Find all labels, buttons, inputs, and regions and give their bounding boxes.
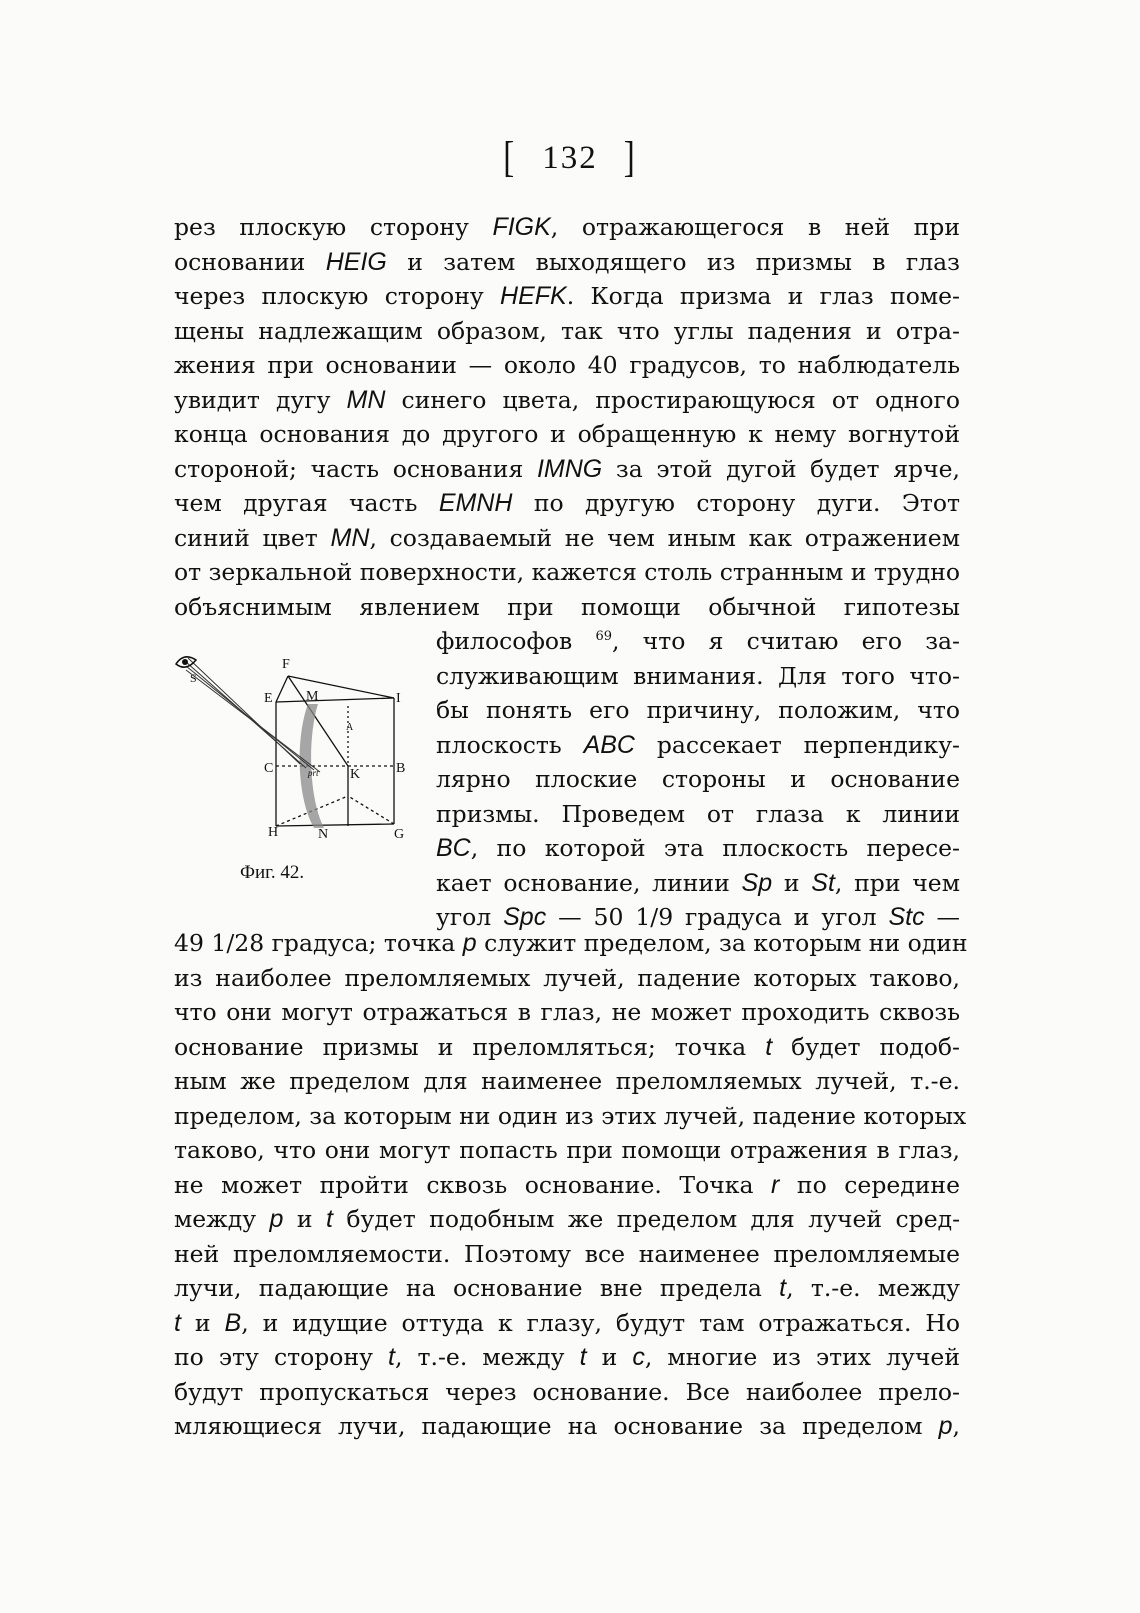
- text-line: [174, 1306, 960, 1340]
- italic-symbol: MN: [346, 385, 386, 414]
- italic-symbol: Stc: [888, 903, 925, 931]
- open-bracket: [: [503, 134, 517, 182]
- page-number: [0, 134, 1140, 182]
- text-run: служивающим внимания. Для того что-: [436, 661, 960, 690]
- text-run: не может пройти сквозь основание. Точка: [174, 1170, 772, 1199]
- text-line: [436, 762, 960, 796]
- text-run: по середине: [779, 1170, 960, 1199]
- text-run: за этой дугой будет ярче,: [602, 454, 960, 483]
- text-run: увидит дугу: [174, 385, 347, 414]
- text-run: философов: [436, 627, 596, 655]
- text-line: [174, 1168, 960, 1202]
- text-run: призмы. Проведем от глаза к линии: [436, 799, 960, 828]
- label-prt: prt: [308, 768, 319, 778]
- text-run: , отражающегося в ней при: [550, 213, 960, 241]
- text-line: [174, 1237, 960, 1271]
- text-line: [174, 1271, 960, 1305]
- text-line: [174, 1340, 960, 1374]
- text-run: , многие из этих лучей: [644, 1343, 960, 1371]
- italic-symbol: t: [388, 1343, 395, 1371]
- text-run: чем другая часть: [174, 489, 439, 517]
- italic-symbol: ABC: [583, 730, 635, 759]
- label-B: B: [396, 761, 406, 776]
- italic-symbol: HEIG: [325, 247, 387, 276]
- text-line: [174, 486, 960, 520]
- text-run: стороной; часть основания: [174, 454, 537, 483]
- text-run: рассекает перпендику-: [634, 730, 961, 759]
- label-I: I: [396, 691, 401, 706]
- label-E: E: [264, 691, 273, 706]
- text-run: , по которой эта плоскость пересе-: [470, 834, 960, 862]
- footnote-ref: 69: [595, 629, 612, 645]
- text-run: будут пропускаться через основание. Все наиболее прело-: [174, 1377, 960, 1406]
- text-run: между: [174, 1205, 270, 1233]
- text-line: [174, 210, 960, 244]
- text-line: [174, 1064, 960, 1098]
- page-number-value: 132: [542, 140, 598, 176]
- text-run: таково, что они могут попасть при помощи отражения в глаз,: [174, 1136, 960, 1164]
- text-run: бы понять его причину, положим, что: [436, 696, 960, 724]
- text-line: [436, 624, 960, 658]
- text-run: основание призмы и преломляться; точка: [174, 1032, 766, 1061]
- text-run: объяснимым явлением при помощи обычной гипотезы: [174, 592, 960, 621]
- label-K: K: [350, 767, 361, 782]
- italic-symbol: IMNG: [536, 454, 603, 483]
- text-run: , т.-е. между: [786, 1274, 960, 1302]
- text-line: [174, 452, 960, 486]
- text-line: [174, 348, 960, 382]
- prism-edge-fe: [276, 676, 288, 702]
- text-run: основании: [174, 247, 326, 276]
- text-run: —: [924, 903, 960, 931]
- italic-symbol: r: [771, 1170, 780, 1199]
- text-run: от зеркальной поверхности, кажется столь странным и трудно: [174, 558, 961, 586]
- italic-symbol: p: [462, 929, 477, 957]
- label-A: A: [346, 722, 354, 733]
- text-run: кает основание, линии: [436, 868, 742, 897]
- text-run: и: [180, 1308, 225, 1337]
- text-run: , и идущие оттуда к глазу, будут там отражаться. Но: [241, 1308, 960, 1337]
- text-line: [174, 417, 960, 451]
- text-line: [436, 728, 960, 762]
- italic-symbol: EMNH: [438, 489, 513, 517]
- text-run: лучи, падающие на основание вне предела: [174, 1274, 780, 1302]
- text-run: угол: [436, 903, 504, 931]
- italic-symbol: HEFK: [500, 282, 567, 310]
- label-G: G: [394, 827, 405, 842]
- text-line: [174, 383, 960, 417]
- prism-edge-ei: [276, 698, 394, 702]
- text-line: [174, 1099, 967, 1133]
- text-line: [436, 831, 960, 865]
- italic-symbol: FIGK: [492, 213, 551, 241]
- prism-edge-fi: [288, 676, 394, 698]
- text-run: щены надлежащим образом, так что углы падения и отра-: [174, 316, 960, 345]
- text-run: мляющиеся лучи, падающие на основание за пределом: [174, 1412, 939, 1440]
- figure-42-prism-diagram: [168, 646, 412, 860]
- text-line: [174, 1133, 960, 1167]
- italic-symbol: B: [224, 1308, 242, 1337]
- text-line: [174, 1202, 960, 1236]
- text-run: и: [586, 1343, 633, 1371]
- italic-symbol: St: [811, 868, 835, 897]
- text-run: рез плоскую сторону: [174, 213, 493, 241]
- text-line: [174, 926, 968, 960]
- label-S: S: [190, 671, 197, 685]
- text-line: [174, 995, 960, 1029]
- italic-symbol: Sp: [741, 868, 773, 897]
- prism-inner-2: [348, 796, 394, 824]
- text-line: [174, 1030, 960, 1064]
- text-run: . Когда призма и глаз поме-: [566, 282, 960, 310]
- text-run: плоскость: [436, 730, 584, 759]
- text-line: [174, 961, 960, 995]
- text-run: из наиболее преломляемых лучей, падение которых таково,: [174, 963, 960, 992]
- italic-symbol: t: [579, 1343, 587, 1371]
- text-line: [436, 693, 960, 727]
- text-line: [436, 797, 960, 831]
- text-run: 49 1/28 градуса; точка: [174, 929, 463, 957]
- italic-symbol: p: [938, 1412, 953, 1440]
- text-run: по эту сторону: [174, 1343, 389, 1371]
- label-H: H: [268, 825, 279, 840]
- text-run: синий цвет: [174, 523, 331, 552]
- text-run: и: [283, 1205, 326, 1233]
- text-line: [174, 314, 960, 348]
- text-run: через плоскую сторону: [174, 282, 501, 310]
- text-run: , при чем: [834, 868, 960, 897]
- italic-symbol: t: [779, 1274, 787, 1302]
- text-run: по другую сторону дуги. Этот: [512, 489, 961, 517]
- text-run: будет подоб-: [772, 1032, 960, 1061]
- figure-caption: Фиг. 42.: [240, 862, 305, 883]
- label-F: F: [282, 657, 290, 672]
- text-line: [436, 659, 960, 693]
- italic-symbol: Spc: [503, 903, 547, 931]
- italic-symbol: t: [174, 1308, 181, 1337]
- text-line: [174, 590, 960, 624]
- italic-symbol: t: [325, 1205, 333, 1233]
- text-line: [174, 1409, 960, 1443]
- text-run: ней преломляемости. Поэтому все наименее преломляемые: [174, 1239, 960, 1268]
- text-line: [174, 279, 960, 313]
- text-line: [174, 555, 960, 589]
- italic-symbol: MN: [330, 523, 370, 552]
- text-run: , что я считаю его за-: [611, 627, 960, 655]
- text-run: и: [772, 868, 812, 897]
- italic-symbol: t: [765, 1032, 773, 1061]
- label-M: M: [306, 689, 319, 704]
- text-run: ным же пределом для наименее преломляемых лучей, т.-е.: [174, 1067, 960, 1095]
- text-run: — 50 1/9 градуса и угол: [546, 903, 889, 931]
- text-line: [436, 866, 960, 900]
- text-run: жения при основании — около 40 градусов, то наблюдатель: [174, 351, 960, 379]
- eye-pupil: [182, 659, 188, 665]
- text-run: служит пределом, за которым ни один: [476, 929, 968, 957]
- label-C: C: [264, 761, 274, 776]
- italic-symbol: c: [632, 1343, 645, 1371]
- text-run: ,: [952, 1412, 960, 1440]
- italic-symbol: BC: [436, 834, 471, 862]
- prism-edge-hg: [276, 824, 394, 826]
- text-run: пределом, за которым ни один из этих лучей, падение которых: [174, 1101, 967, 1130]
- text-run: конца основания до другого и обращенную к нему вогнутой: [174, 420, 960, 448]
- close-bracket: ]: [623, 134, 637, 182]
- text-run: лярно плоские стороны и основание: [436, 765, 960, 793]
- text-line: [174, 1375, 960, 1409]
- prism-diagram-svg: [168, 646, 412, 860]
- text-run: что они могут отражаться в глаз, не может проходить сквозь: [174, 998, 960, 1026]
- text-run: , т.-е. между: [394, 1343, 580, 1371]
- text-run: и затем выходящего из призмы в глаз: [386, 247, 960, 276]
- italic-symbol: p: [269, 1205, 284, 1233]
- label-N: N: [318, 827, 329, 842]
- text-run: будет подобным же пределом для лучей сред-: [332, 1205, 961, 1233]
- text-run: синего цвета, простирающуюся от одного: [385, 385, 960, 414]
- text-line: [174, 521, 960, 555]
- text-line: [174, 245, 960, 279]
- text-run: , создаваемый не чем иным как отражением: [369, 523, 960, 552]
